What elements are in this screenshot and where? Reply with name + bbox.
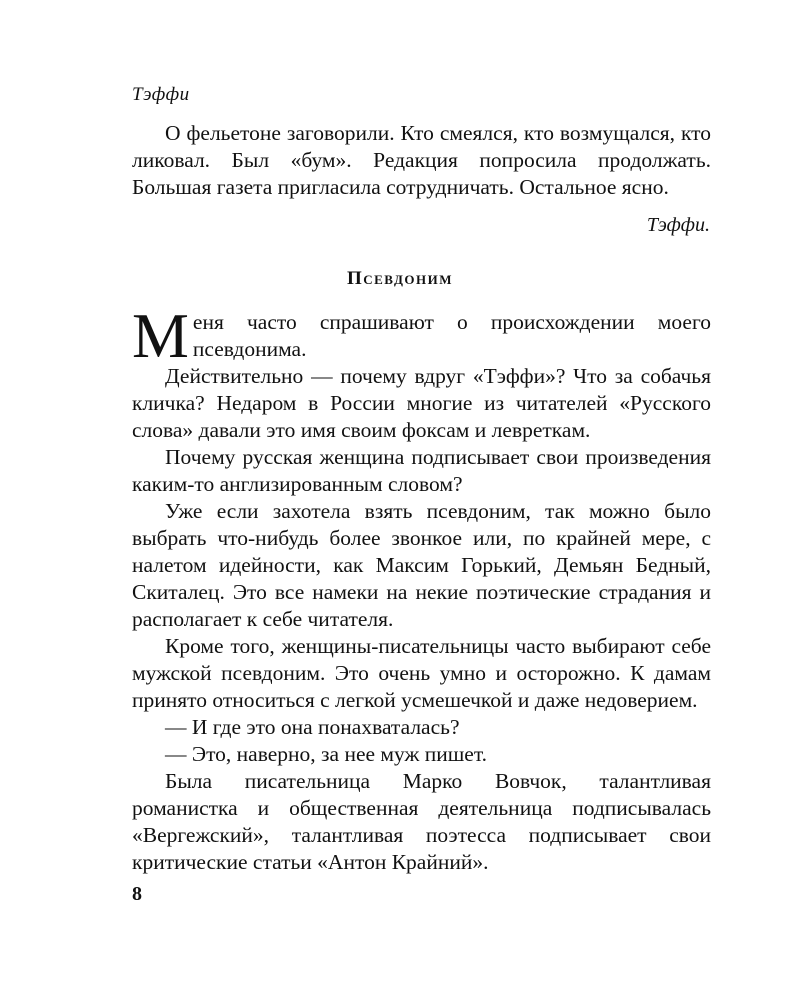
page-number: 8 [132, 883, 142, 905]
paragraph: Действительно — почему вдруг «Тэффи»? Что за собачья кличка? Недаром в России многие из читателей «Русского слова» давали это имя своим фоксам и левреткам. [132, 364, 711, 442]
first-paragraph [132, 300, 711, 371]
drop-cap: М [132, 300, 189, 371]
intro-block [132, 120, 711, 201]
dialogue-line: — И где это она понахваталась? [165, 715, 460, 739]
body-text [132, 300, 711, 876]
signature: Тэффи. [646, 214, 710, 236]
paragraph: Уже если захотела взять псевдоним, так можно было выбрать что-нибудь более звонкое или, по крайней мере, с налетом идейности, как Максим Горький, Демьян Бедный, Скиталец. Это все намеки на некие поэтические страдания и располагает к себе читателя. [132, 499, 711, 631]
section-title: Псевдоним [346, 268, 454, 289]
paragraph: Кроме того, женщины-писательницы часто выбирают себе мужской псевдоним. Это очень умно и осторожно. К дамам принято относиться с легкой усмешечкой и даже недоверием. [132, 634, 711, 712]
paragraph: Почему русская женщина подписывает свои произведения каким-то англизированным словом? [132, 445, 711, 496]
intro-paragraph: О фельетоне заговорили. Кто смеялся, кто возмущался, кто ликовал. Был «бум». Редакция попросила продолжать. Большая газета пригласила сотрудничать. Остальное ясно. [132, 121, 711, 199]
paragraph: Была писательница Марко Вовчок, талантливая романистка и общественная деятельница подписывалась «Вергежский», талантливая поэтесса подписывает свои критические статьи «Антон Крайний». [132, 769, 711, 874]
first-paragraph-text: еня часто спрашивают о происхождении моего псевдонима. [192, 310, 711, 361]
running-head: Тэффи [132, 84, 190, 105]
dialogue-line: — Это, наверно, за нее муж пишет. [165, 742, 487, 766]
